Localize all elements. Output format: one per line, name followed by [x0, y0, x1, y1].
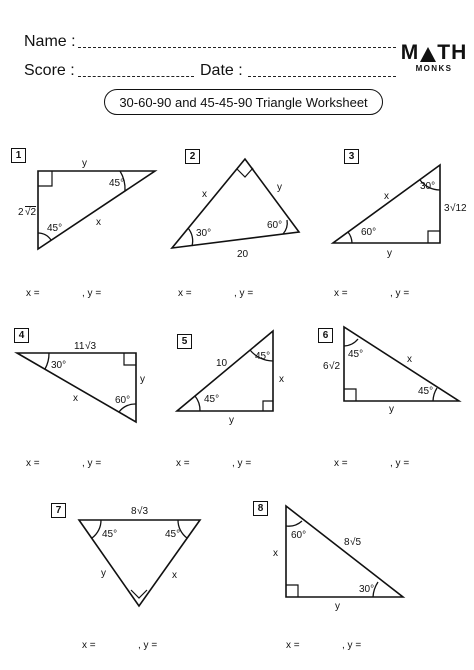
t6-label-hyp: x	[407, 354, 412, 365]
t1-label-left-coef: 2	[18, 207, 24, 218]
problem-number-6: 6	[318, 328, 333, 343]
answer-x-5: x =	[176, 458, 190, 469]
problem-number-3: 3	[344, 149, 359, 164]
answer-x-2: x =	[178, 288, 192, 299]
t2-label-angle-right: 60°	[267, 220, 283, 231]
t2-label-angle-left: 30°	[196, 228, 212, 239]
t7-label-left: y	[101, 568, 106, 579]
answer-x-6: x =	[334, 458, 348, 469]
t6-label-angle-right: 45°	[418, 386, 434, 397]
t6-label-angle-top: 45°	[348, 349, 364, 360]
t8-label-left: x	[273, 548, 278, 559]
logo-letter-m: M	[400, 41, 420, 64]
answer-x-1: x =	[26, 288, 40, 299]
date-label: Date :	[200, 62, 243, 79]
answer-y-7: , y =	[138, 640, 158, 651]
t4-label-angle-bottom: 60°	[115, 395, 131, 406]
answer-y-5: , y =	[232, 458, 252, 469]
t8-label-angle-right: 30°	[359, 584, 375, 595]
problem-number-5: 5	[177, 334, 192, 349]
triangle-3	[333, 165, 440, 243]
t7-label-top-coef: 8	[131, 506, 137, 517]
problem-number-4: 4	[14, 328, 29, 343]
t7-label-angle-right: 45°	[165, 529, 181, 540]
t1-label-angle-bottom: 45°	[47, 223, 63, 234]
t1-label-hyp: x	[96, 217, 101, 228]
problem-number-7: 7	[51, 503, 66, 518]
problem-number-2: 2	[185, 149, 200, 164]
t1-label-angle-top: 45°	[109, 178, 125, 189]
worksheet-title: 30-60-90 and 45-45-90 Triangle Worksheet	[104, 89, 383, 115]
logo-subtitle: MONKS	[415, 64, 453, 73]
answer-x-3: x =	[334, 288, 348, 299]
t1-label-left-root: √2	[25, 207, 37, 218]
answer-x-4: x =	[26, 458, 40, 469]
t1-label-top: y	[82, 158, 87, 169]
t4-label-right: y	[140, 374, 145, 385]
answer-y-3: , y =	[390, 288, 410, 299]
t2-label-left: x	[202, 189, 207, 200]
t4-label-top-root: √3	[85, 341, 97, 352]
t3-label-angle-top: 30°	[420, 181, 436, 192]
t4-label-hyp: x	[73, 393, 78, 404]
t5-label-right: x	[279, 374, 284, 385]
answer-y-8: , y =	[342, 640, 362, 651]
triangle-1	[38, 171, 155, 249]
t5-label-bottom: y	[229, 415, 234, 426]
t6-label-left-root: √2	[329, 361, 341, 372]
triangle-4	[17, 353, 136, 422]
t5-label-angle-left: 45°	[204, 394, 220, 405]
answer-x-7: x =	[82, 640, 96, 651]
answer-y-6: , y =	[390, 458, 410, 469]
triangle-8	[286, 506, 403, 597]
t6-label-bottom: y	[389, 404, 394, 415]
answer-y-2: , y =	[234, 288, 254, 299]
t7-label-top-root: √3	[137, 506, 149, 517]
t8-label-hyp-coef: 8	[344, 537, 350, 548]
t2-label-bottom: 20	[237, 249, 249, 260]
t3-label-hyp: x	[384, 191, 389, 202]
t3-label-angle-left: 60°	[361, 227, 377, 238]
t4-label-top-coef: 11	[74, 341, 85, 352]
t3-label-right-root: √12	[450, 203, 467, 214]
answer-y-1: , y =	[82, 288, 102, 299]
name-label: Name :	[24, 33, 76, 50]
logo-letters-th: TH	[437, 41, 468, 64]
problem-number-1: 1	[11, 148, 26, 163]
t8-label-bottom: y	[335, 601, 340, 612]
t4-label-angle-left: 30°	[51, 360, 67, 371]
t6-label-left-coef: 6	[323, 361, 329, 372]
t3-label-bottom: y	[387, 248, 392, 259]
t2-label-right: y	[277, 182, 282, 193]
score-label: Score :	[24, 62, 75, 79]
t5-label-angle-top: 45°	[255, 351, 271, 362]
triangle-2	[172, 159, 299, 248]
t7-label-angle-left: 45°	[102, 529, 118, 540]
t8-label-hyp-root: √5	[350, 537, 362, 548]
answer-y-4: , y =	[82, 458, 102, 469]
t3-label-right-coef: 3	[444, 203, 450, 214]
t8-label-angle-top: 60°	[291, 530, 307, 541]
triangle-5	[177, 331, 273, 411]
t7-label-right: x	[172, 570, 177, 581]
answer-x-8: x =	[286, 640, 300, 651]
t5-label-hyp: 10	[216, 358, 228, 369]
problem-number-8: 8	[253, 501, 268, 516]
triangle-6	[344, 327, 459, 401]
